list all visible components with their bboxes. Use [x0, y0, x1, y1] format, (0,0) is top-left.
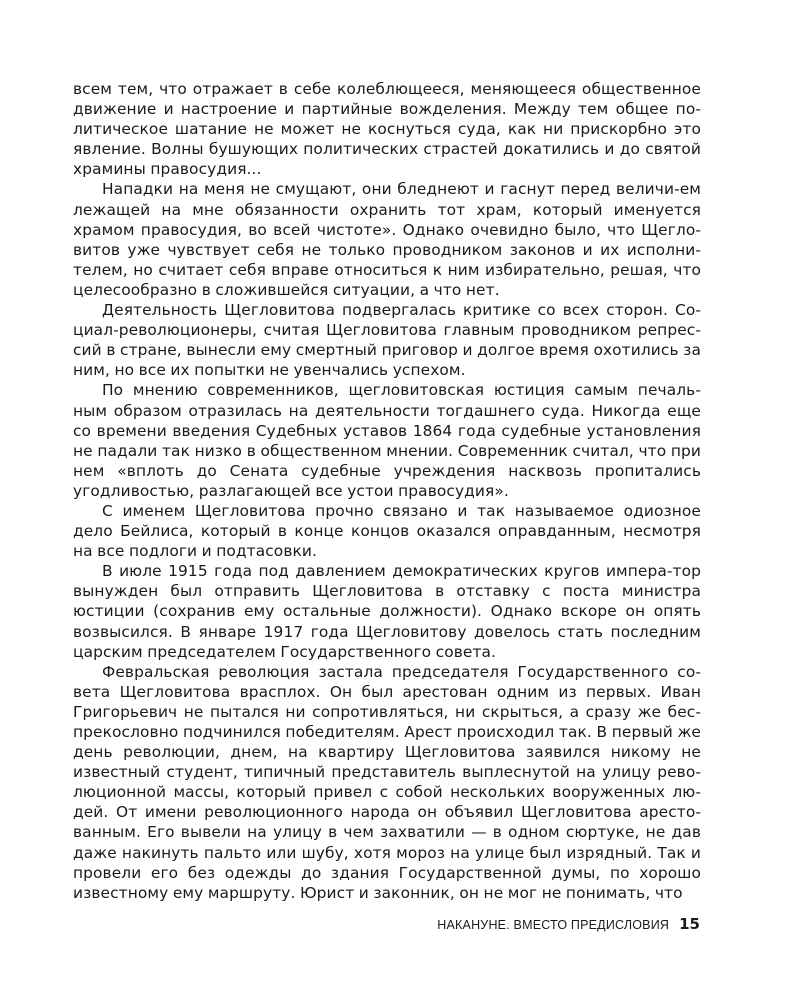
paragraph: Деятельность Щегловитова подвергалась критике со всех сторон. Со-циал-революционеры, считая Щегловитова главным проводником репрес-сий в стране, вынесли ему смертный приговор и долгое время охотились за ним, но все их попытки не увенчались успехом. [73, 301, 701, 380]
paragraph: В июле 1915 года под давлением демократических кругов импера-тор вынужден был отправить Щегловитова в отставку с поста министра юстиции (сохранив ему остальные должности). Однако вскоре он опять возвысился. В январе 1917 года Щегловитову довелось стать последним царским председателем Государственного совета. [73, 562, 701, 661]
paragraph: Февральская революция застала председателя Государственного со-вета Щегловитова врасплох. Он был арестован одним из первых. Иван Григорьевич не пытался ни сопротивляться, ни скрыться, а сразу же бес-прекословно подчинился победителям. Арест происходил так. В первый же день революции, днем, на квартиру Щегловитова заявился никому не известный студент, типичный представитель выплеснутой на улицу рево-люционной массы, который привел с собой нескольких вооруженных лю-дей. От имени революционного народа он объявил Щегловитова аресто-ванным. Его вывели на улицу в чем захватили — в одном сюртуке, не дав даже накинуть пальто или шубу, хотя мороз на улице был изрядный. Так и провели его без одежды до здания Государственной думы, по хорошо известному ему маршруту. Юрист и законник, он не мог не понимать, что [73, 662, 701, 902]
paragraph: С именем Щегловитова прочно связано и так называемое одиозное дело Бейлиса, который в конце концов оказался оправданным, несмотря на все подлоги и подтасовки. [73, 501, 701, 561]
paragraph: Нападки на меня не смущают, они бледнеют и гаснут перед величи-ем лежащей на мне обязанности охранить тот храм, который именуется храмом правосудия, во всей чистоте». Однако очевидно было, что Щегло-витов уже чувствует себя не только проводником законов и их исполни-телем, но считает себя вправе относиться к ним избирательно, решая, что целесообразно в сложившейся ситуации, а что нет. [73, 180, 701, 299]
paragraph-continued: всем тем, что отражает в себе колеблющееся, меняющееся общественное движение и настроение и партийные вожделения. Между тем общее по-литическое шатание не может не коснуться суда, как ни прискорбно это явление. Волны бушующих политических страстей докатились и до святой храмины правосудия... [73, 80, 701, 179]
page-footer [437, 915, 700, 933]
body-text [73, 79, 701, 903]
paragraph: По мнению современников, щегловитовская юстиция самым печаль-ным образом отразилась на деятельности тогдашнего суда. Никогда еще со времени введения Судебных уставов 1864 года судебные установления не падали так низко в общественном мнении. Современник считал, что при нем «вплоть до Сената судебные учреждения насквозь пропитались угодливостью, разлагающей все устои правосудия». [73, 381, 701, 500]
page-number: 15 [679, 915, 700, 933]
running-head: НАКАНУНЕ. ВМЕСТО ПРЕДИСЛОВИЯ [437, 918, 670, 932]
